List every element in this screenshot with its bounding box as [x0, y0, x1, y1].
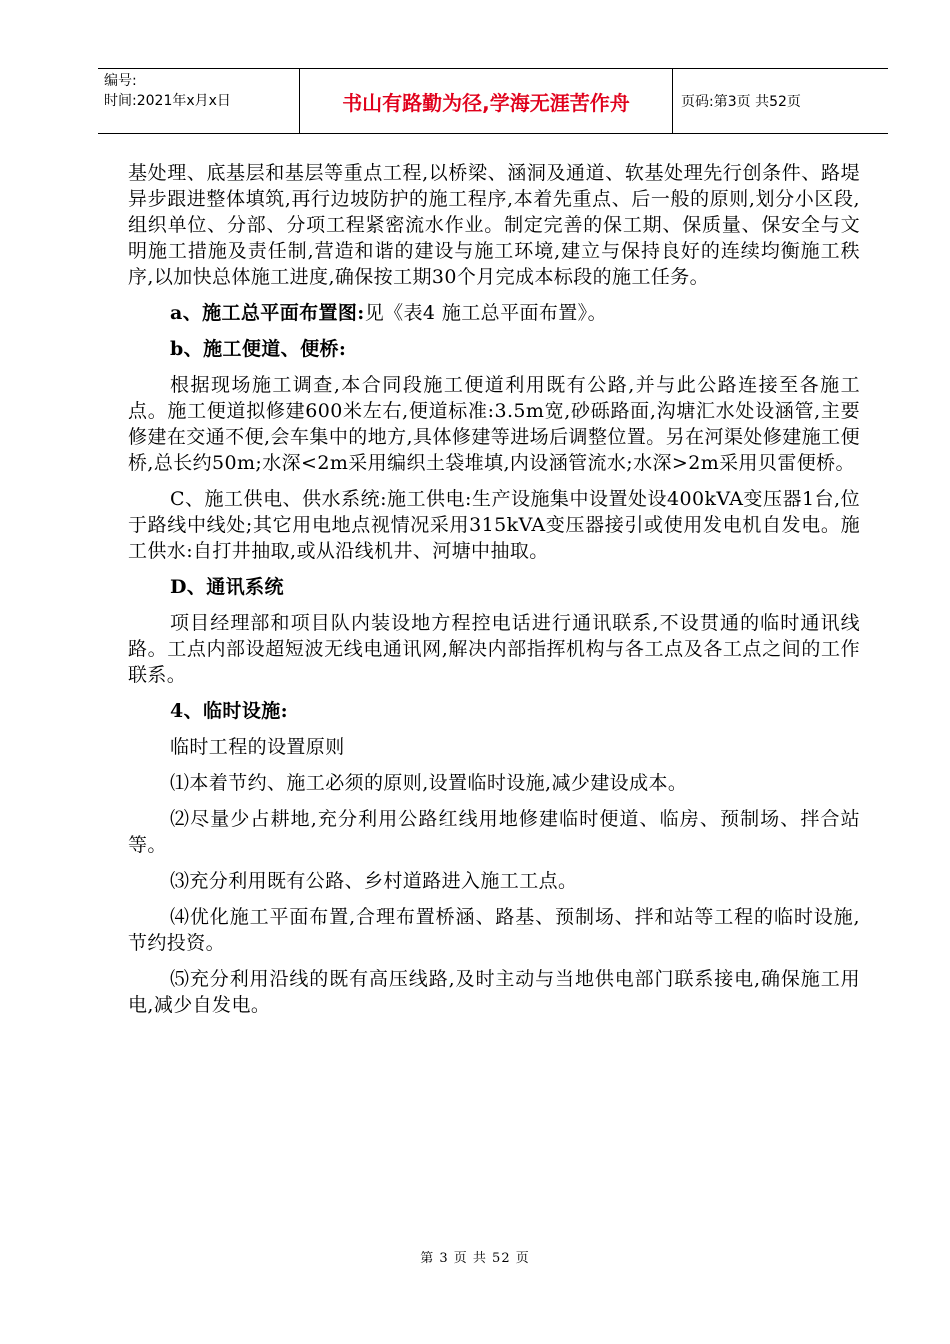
- list-item: ⑸充分利用沿线的既有高压线路,及时主动与当地供电部门联系接电,确保施工用电,减少自发电。: [128, 968, 860, 1016]
- paragraph-construction-sequence: 基处理、底基层和基层等重点工程,以桥梁、涵洞及通道、软基处理先行创条件、路堤异步跟进整体填筑,再行边坡防护的施工程序,本着先重点、后一般的原则,划分小区段,组织单位、分部、分项工程紧密流水作业。制定完善的保工期、保质量、保安全与文明施工措施及责任制,营造和谐的建设与施工环境,建立与保持良好的连续均衡施工秩序,以加快总体施工进度,确保按工期30个月完成本标段的施工任务。: [128, 162, 860, 288]
- list-item: ⑶充分利用既有公路、乡村道路进入施工工点。: [170, 870, 578, 892]
- section-a-title: a、施工总平面布置图:: [170, 302, 365, 324]
- section-d-text: 项目经理部和项目队内装设地方程控电话进行通讯联系,不设贯通的临时通讯线路。工点内部设超短波无线电通讯网,解决内部指挥机构与各工点及各工点之间的工作联系。: [128, 612, 860, 686]
- time-label: 时间:2021年x月x日: [104, 93, 231, 109]
- section-a: [128, 300, 860, 326]
- section-d-title: D、通讯系统: [170, 576, 284, 598]
- section-b-title: b、施工便道、便桥:: [170, 338, 347, 360]
- header-page-info: 页码:第3页 共52页: [681, 94, 801, 110]
- list-item: ⑵尽量少占耕地,充分利用公路红线用地修建临时便道、临房、预制场、拌合站等。: [128, 808, 860, 856]
- header-left-cell: [98, 69, 300, 133]
- section-c-text: C、施工供电、供水系统:施工供电:生产设施集中设置处设400kVA变压器1台,位于路线中线处;其它用电地点视情况采用315kVA变压器接引或使用发电机自发电。施工供水:自打井抽取,或从沿线机井、河塘中抽取。: [128, 488, 860, 562]
- number-label: 编号:: [104, 73, 137, 89]
- page-header: [98, 68, 888, 134]
- header-motto: 书山有路勤为径,学海无涯苦作舟: [300, 69, 673, 133]
- page-footer: 第 3 页 共 52 页: [420, 1251, 530, 1266]
- section-a-text: 见《表4 施工总平面布置》。: [364, 302, 607, 324]
- section-4-intro: 临时工程的设置原则: [170, 736, 345, 758]
- section-b-text: 根据现场施工调查,本合同段施工便道利用既有公路,并与此公路连接至各施工点。施工便道拟修建600米左右,便道标准:3.5m宽,砂砾路面,沟塘汇水处设涵管,主要修建在交通不便,会车集中的地方,具体修建等进场后调整位置。另在河渠处修建施工便桥,总长约50m;水深<2m采用编织土袋堆填,内设涵管流水;水深>2m采用贝雷便桥。: [128, 374, 860, 474]
- section-4-title: 4、临时设施:: [170, 700, 289, 722]
- list-item: ⑴本着节约、施工必须的原则,设置临时设施,减少建设成本。: [170, 772, 688, 794]
- document-body: [128, 160, 860, 1018]
- list-item: ⑷优化施工平面布置,合理布置桥涵、路基、预制场、拌和站等工程的临时设施,节约投资。: [128, 906, 860, 954]
